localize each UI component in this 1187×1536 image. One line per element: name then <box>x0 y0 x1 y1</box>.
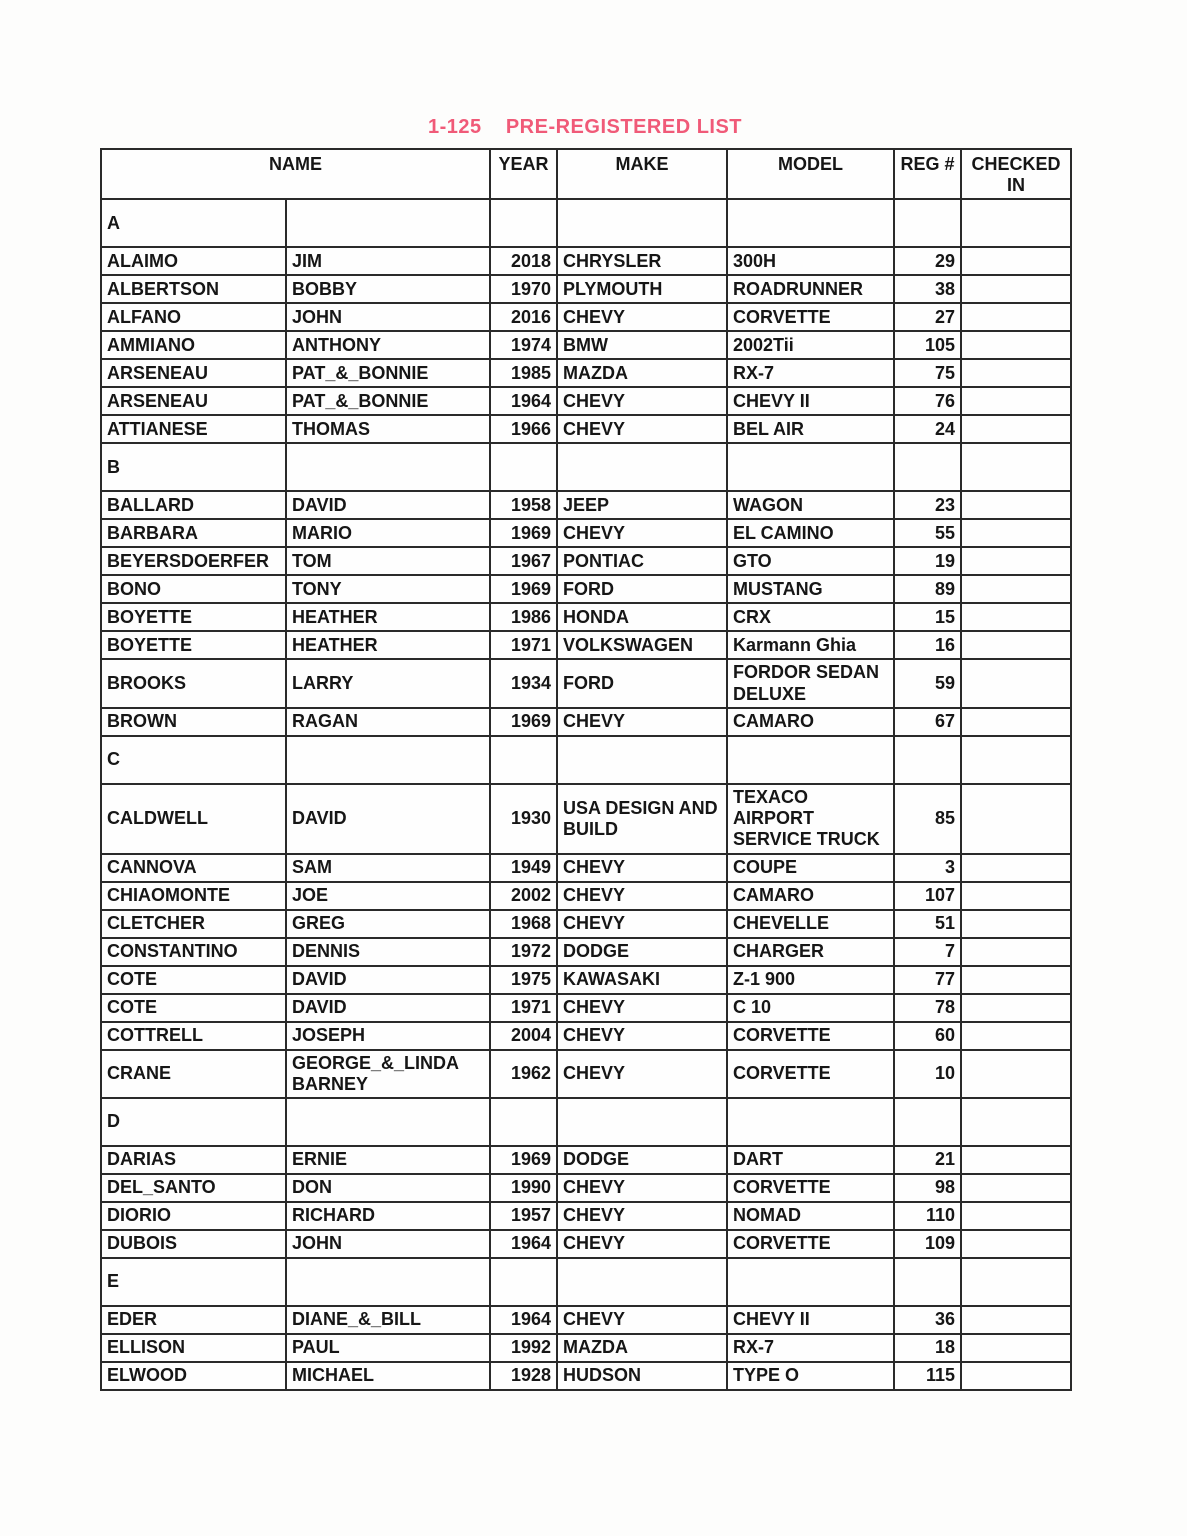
checked-in-cell <box>961 784 1071 854</box>
model-cell: 2002Tii <box>727 331 894 359</box>
empty-cell <box>894 199 961 247</box>
table-row <box>101 1230 1071 1258</box>
last-name-cell: CALDWELL <box>101 784 286 854</box>
empty-cell <box>286 199 490 247</box>
empty-cell <box>894 443 961 491</box>
empty-cell <box>490 1258 557 1306</box>
year-cell: 1930 <box>490 784 557 854</box>
last-name-cell: COTTRELL <box>101 1022 286 1050</box>
model-cell: CHARGER <box>727 938 894 966</box>
last-name-cell: BOYETTE <box>101 631 286 659</box>
year-cell: 2018 <box>490 247 557 275</box>
first-name-cell: PAUL <box>286 1334 490 1362</box>
checked-in-cell <box>961 547 1071 575</box>
first-name-cell: HEATHER <box>286 603 490 631</box>
table-row <box>101 247 1071 275</box>
make-cell: JEEP <box>557 491 727 519</box>
checked-in-cell <box>961 247 1071 275</box>
make-cell: FORD <box>557 659 727 707</box>
reg-number-cell: 18 <box>894 1334 961 1362</box>
make-cell: CHEVY <box>557 994 727 1022</box>
reg-number-cell: 77 <box>894 966 961 994</box>
reg-number-cell: 115 <box>894 1362 961 1390</box>
empty-cell <box>557 199 727 247</box>
table-row <box>101 784 1071 854</box>
first-name-cell: RAGAN <box>286 708 490 736</box>
model-cell: C 10 <box>727 994 894 1022</box>
first-name-cell: JOE <box>286 882 490 910</box>
empty-cell <box>727 443 894 491</box>
make-cell: HONDA <box>557 603 727 631</box>
empty-cell <box>286 443 490 491</box>
empty-cell <box>557 443 727 491</box>
last-name-cell: BROOKS <box>101 659 286 707</box>
empty-cell <box>961 1098 1071 1146</box>
checked-in-cell <box>961 1334 1071 1362</box>
year-cell: 1969 <box>490 519 557 547</box>
checked-in-cell <box>961 491 1071 519</box>
make-cell: PONTIAC <box>557 547 727 575</box>
last-name-cell: DUBOIS <box>101 1230 286 1258</box>
year-cell: 1928 <box>490 1362 557 1390</box>
checked-in-cell <box>961 1050 1071 1098</box>
table-row <box>101 708 1071 736</box>
year-cell: 1967 <box>490 547 557 575</box>
first-name-cell: LARRY <box>286 659 490 707</box>
checked-in-cell <box>961 603 1071 631</box>
model-cell: RX-7 <box>727 1334 894 1362</box>
table-row <box>101 519 1071 547</box>
last-name-cell: CRANE <box>101 1050 286 1098</box>
model-cell: CAMARO <box>727 882 894 910</box>
checked-in-cell <box>961 1362 1071 1390</box>
last-name-cell: ALAIMO <box>101 247 286 275</box>
first-name-cell: GEORGE_&_LINDA BARNEY <box>286 1050 490 1098</box>
reg-number-cell: 89 <box>894 575 961 603</box>
table-row <box>101 359 1071 387</box>
checked-in-cell <box>961 994 1071 1022</box>
model-cell: CORVETTE <box>727 303 894 331</box>
first-name-cell: THOMAS <box>286 415 490 443</box>
checked-in-cell <box>961 575 1071 603</box>
model-cell: ROADRUNNER <box>727 275 894 303</box>
last-name-cell: CHIAOMONTE <box>101 882 286 910</box>
table-row <box>101 994 1071 1022</box>
reg-number-cell: 78 <box>894 994 961 1022</box>
last-name-cell: DIORIO <box>101 1202 286 1230</box>
last-name-cell: ELWOOD <box>101 1362 286 1390</box>
model-cell: MUSTANG <box>727 575 894 603</box>
table-row <box>101 1146 1071 1174</box>
last-name-cell: COTE <box>101 966 286 994</box>
pre-registered-table <box>100 148 1072 1391</box>
last-name-cell: BOYETTE <box>101 603 286 631</box>
year-cell: 1958 <box>490 491 557 519</box>
checked-in-cell <box>961 708 1071 736</box>
checked-in-cell <box>961 303 1071 331</box>
first-name-cell: JIM <box>286 247 490 275</box>
first-name-cell: BOBBY <box>286 275 490 303</box>
reg-number-cell: 3 <box>894 854 961 882</box>
empty-cell <box>961 736 1071 784</box>
table-row <box>101 1022 1071 1050</box>
checked-in-cell <box>961 1306 1071 1334</box>
year-cell: 1971 <box>490 631 557 659</box>
model-cell: GTO <box>727 547 894 575</box>
section-row-A <box>101 199 1071 247</box>
last-name-cell: BONO <box>101 575 286 603</box>
first-name-cell: DAVID <box>286 966 490 994</box>
empty-cell <box>727 736 894 784</box>
first-name-cell: JOHN <box>286 1230 490 1258</box>
last-name-cell: ATTIANESE <box>101 415 286 443</box>
empty-cell <box>557 736 727 784</box>
empty-cell <box>894 736 961 784</box>
model-cell: Karmann Ghia <box>727 631 894 659</box>
make-cell: FORD <box>557 575 727 603</box>
make-cell: CHEVY <box>557 1050 727 1098</box>
table-row <box>101 631 1071 659</box>
model-cell: BEL AIR <box>727 415 894 443</box>
empty-cell <box>490 1098 557 1146</box>
year-cell: 1969 <box>490 575 557 603</box>
last-name-cell: ELLISON <box>101 1334 286 1362</box>
empty-cell <box>557 1258 727 1306</box>
make-cell: PLYMOUTH <box>557 275 727 303</box>
model-cell: WAGON <box>727 491 894 519</box>
make-cell: CHEVY <box>557 854 727 882</box>
year-cell: 1971 <box>490 994 557 1022</box>
last-name-cell: AMMIANO <box>101 331 286 359</box>
model-cell: NOMAD <box>727 1202 894 1230</box>
last-name-cell: CANNOVA <box>101 854 286 882</box>
last-name-cell: EDER <box>101 1306 286 1334</box>
table-row <box>101 1174 1071 1202</box>
year-cell: 1949 <box>490 854 557 882</box>
reg-number-cell: 23 <box>894 491 961 519</box>
year-cell: 1974 <box>490 331 557 359</box>
section-letter: C <box>101 736 286 784</box>
year-cell: 1968 <box>490 910 557 938</box>
make-cell: CHEVY <box>557 387 727 415</box>
first-name-cell: MARIO <box>286 519 490 547</box>
reg-number-cell: 24 <box>894 415 961 443</box>
model-cell: CORVETTE <box>727 1050 894 1098</box>
first-name-cell: DIANE_&_BILL <box>286 1306 490 1334</box>
reg-number-cell: 15 <box>894 603 961 631</box>
last-name-cell: ALFANO <box>101 303 286 331</box>
first-name-cell: ERNIE <box>286 1146 490 1174</box>
checked-in-cell <box>961 631 1071 659</box>
last-name-cell: BALLARD <box>101 491 286 519</box>
section-letter: E <box>101 1258 286 1306</box>
make-cell: VOLKSWAGEN <box>557 631 727 659</box>
model-cell: CAMARO <box>727 708 894 736</box>
model-cell: 300H <box>727 247 894 275</box>
table-row <box>101 387 1071 415</box>
checked-in-cell <box>961 387 1071 415</box>
make-cell: DODGE <box>557 1146 727 1174</box>
table-row <box>101 303 1071 331</box>
table-row <box>101 966 1071 994</box>
reg-number-cell: 75 <box>894 359 961 387</box>
model-cell: CORVETTE <box>727 1174 894 1202</box>
section-row-E <box>101 1258 1071 1306</box>
year-cell: 1957 <box>490 1202 557 1230</box>
reg-number-cell: 85 <box>894 784 961 854</box>
year-cell: 2016 <box>490 303 557 331</box>
first-name-cell: TONY <box>286 575 490 603</box>
empty-cell <box>727 1098 894 1146</box>
table-row <box>101 882 1071 910</box>
make-cell: CHEVY <box>557 1306 727 1334</box>
model-cell: CHEVY II <box>727 387 894 415</box>
first-name-cell: DENNIS <box>286 938 490 966</box>
empty-cell <box>286 1098 490 1146</box>
last-name-cell: CONSTANTINO <box>101 938 286 966</box>
reg-number-cell: 109 <box>894 1230 961 1258</box>
empty-cell <box>490 199 557 247</box>
table-row <box>101 1362 1071 1390</box>
checked-in-cell <box>961 1022 1071 1050</box>
table-row <box>101 415 1071 443</box>
reg-number-cell: 16 <box>894 631 961 659</box>
year-cell: 1969 <box>490 1146 557 1174</box>
checked-in-cell <box>961 854 1071 882</box>
reg-number-cell: 107 <box>894 882 961 910</box>
checked-in-cell <box>961 415 1071 443</box>
model-cell: EL CAMINO <box>727 519 894 547</box>
table-row <box>101 575 1071 603</box>
reg-number-cell: 29 <box>894 247 961 275</box>
year-cell: 1986 <box>490 603 557 631</box>
year-cell: 1992 <box>490 1334 557 1362</box>
table-row <box>101 1202 1071 1230</box>
model-cell: CHEVY II <box>727 1306 894 1334</box>
first-name-cell: JOHN <box>286 303 490 331</box>
make-cell: CHRYSLER <box>557 247 727 275</box>
year-cell: 1934 <box>490 659 557 707</box>
table-row <box>101 938 1071 966</box>
first-name-cell: MICHAEL <box>286 1362 490 1390</box>
section-row-B <box>101 443 1071 491</box>
checked-in-cell <box>961 519 1071 547</box>
make-cell: CHEVY <box>557 1202 727 1230</box>
last-name-cell: BROWN <box>101 708 286 736</box>
make-cell: USA DESIGN AND BUILD <box>557 784 727 854</box>
last-name-cell: BARBARA <box>101 519 286 547</box>
column-header-reg: REG # <box>894 149 961 199</box>
reg-number-cell: 19 <box>894 547 961 575</box>
header-row <box>101 149 1071 199</box>
checked-in-cell <box>961 1202 1071 1230</box>
reg-number-cell: 7 <box>894 938 961 966</box>
table-row <box>101 603 1071 631</box>
reg-number-cell: 76 <box>894 387 961 415</box>
column-header-name: NAME <box>101 149 490 199</box>
empty-cell <box>286 736 490 784</box>
make-cell: BMW <box>557 331 727 359</box>
make-cell: CHEVY <box>557 303 727 331</box>
first-name-cell: DAVID <box>286 784 490 854</box>
model-cell: Z-1 900 <box>727 966 894 994</box>
checked-in-cell <box>961 882 1071 910</box>
empty-cell <box>557 1098 727 1146</box>
empty-cell <box>490 443 557 491</box>
last-name-cell: ARSENEAU <box>101 387 286 415</box>
year-cell: 1975 <box>490 966 557 994</box>
first-name-cell: PAT_&_BONNIE <box>286 359 490 387</box>
first-name-cell: DON <box>286 1174 490 1202</box>
last-name-cell: BEYERSDOERFER <box>101 547 286 575</box>
section-letter: D <box>101 1098 286 1146</box>
first-name-cell: RICHARD <box>286 1202 490 1230</box>
checked-in-cell <box>961 966 1071 994</box>
reg-number-cell: 110 <box>894 1202 961 1230</box>
section-row-D <box>101 1098 1071 1146</box>
year-cell: 1966 <box>490 415 557 443</box>
make-cell: CHEVY <box>557 882 727 910</box>
checked-in-cell <box>961 659 1071 707</box>
reg-number-cell: 51 <box>894 910 961 938</box>
model-cell: FORDOR SEDAN DELUXE <box>727 659 894 707</box>
reg-number-cell: 105 <box>894 331 961 359</box>
model-cell: TYPE O <box>727 1362 894 1390</box>
table-body <box>101 199 1071 1390</box>
first-name-cell: SAM <box>286 854 490 882</box>
section-letter: B <box>101 443 286 491</box>
table-row <box>101 331 1071 359</box>
table-row <box>101 491 1071 519</box>
column-header-year: YEAR <box>490 149 557 199</box>
table-row <box>101 547 1071 575</box>
table-row <box>101 854 1071 882</box>
make-cell: CHEVY <box>557 1022 727 1050</box>
reg-number-cell: 59 <box>894 659 961 707</box>
reg-number-cell: 60 <box>894 1022 961 1050</box>
make-cell: MAZDA <box>557 1334 727 1362</box>
first-name-cell: HEATHER <box>286 631 490 659</box>
first-name-cell: JOSEPH <box>286 1022 490 1050</box>
first-name-cell: DAVID <box>286 491 490 519</box>
year-cell: 1972 <box>490 938 557 966</box>
last-name-cell: CLETCHER <box>101 910 286 938</box>
table-row <box>101 275 1071 303</box>
section-letter: A <box>101 199 286 247</box>
last-name-cell: ARSENEAU <box>101 359 286 387</box>
model-cell: CRX <box>727 603 894 631</box>
make-cell: CHEVY <box>557 910 727 938</box>
make-cell: CHEVY <box>557 1174 727 1202</box>
empty-cell <box>727 1258 894 1306</box>
year-cell: 1962 <box>490 1050 557 1098</box>
reg-number-cell: 98 <box>894 1174 961 1202</box>
empty-cell <box>894 1258 961 1306</box>
make-cell: CHEVY <box>557 519 727 547</box>
reg-number-cell: 10 <box>894 1050 961 1098</box>
year-cell: 1964 <box>490 387 557 415</box>
last-name-cell: ALBERTSON <box>101 275 286 303</box>
column-header-checked-in: CHECKED IN <box>961 149 1071 199</box>
table-row <box>101 1050 1071 1098</box>
year-cell: 1970 <box>490 275 557 303</box>
checked-in-cell <box>961 275 1071 303</box>
make-cell: CHEVY <box>557 1230 727 1258</box>
checked-in-cell <box>961 359 1071 387</box>
year-cell: 1964 <box>490 1306 557 1334</box>
model-cell: CHEVELLE <box>727 910 894 938</box>
empty-cell <box>894 1098 961 1146</box>
year-cell: 1990 <box>490 1174 557 1202</box>
empty-cell <box>286 1258 490 1306</box>
checked-in-cell <box>961 1174 1071 1202</box>
reg-number-cell: 67 <box>894 708 961 736</box>
empty-cell <box>961 443 1071 491</box>
make-cell: CHEVY <box>557 708 727 736</box>
empty-cell <box>490 736 557 784</box>
table-row <box>101 1306 1071 1334</box>
reg-number-cell: 36 <box>894 1306 961 1334</box>
first-name-cell: GREG <box>286 910 490 938</box>
checked-in-cell <box>961 938 1071 966</box>
last-name-cell: DEL_SANTO <box>101 1174 286 1202</box>
make-cell: HUDSON <box>557 1362 727 1390</box>
year-cell: 2002 <box>490 882 557 910</box>
first-name-cell: DAVID <box>286 994 490 1022</box>
page-title: 1-125 PRE-REGISTERED LIST <box>427 116 743 138</box>
model-cell: CORVETTE <box>727 1230 894 1258</box>
checked-in-cell <box>961 910 1071 938</box>
empty-cell <box>727 199 894 247</box>
checked-in-cell <box>961 1230 1071 1258</box>
first-name-cell: PAT_&_BONNIE <box>286 387 490 415</box>
table-row <box>101 1334 1071 1362</box>
last-name-cell: COTE <box>101 994 286 1022</box>
make-cell: MAZDA <box>557 359 727 387</box>
model-cell: DART <box>727 1146 894 1174</box>
table-row <box>101 659 1071 707</box>
model-cell: RX-7 <box>727 359 894 387</box>
empty-cell <box>961 1258 1071 1306</box>
reg-number-cell: 21 <box>894 1146 961 1174</box>
model-cell: TEXACO AIRPORT SERVICE TRUCK <box>727 784 894 854</box>
first-name-cell: ANTHONY <box>286 331 490 359</box>
empty-cell <box>961 199 1071 247</box>
make-cell: DODGE <box>557 938 727 966</box>
table-row <box>101 910 1071 938</box>
section-row-C <box>101 736 1071 784</box>
model-cell: CORVETTE <box>727 1022 894 1050</box>
first-name-cell: TOM <box>286 547 490 575</box>
column-header-make: MAKE <box>557 149 727 199</box>
column-header-model: MODEL <box>727 149 894 199</box>
checked-in-cell <box>961 1146 1071 1174</box>
last-name-cell: DARIAS <box>101 1146 286 1174</box>
reg-number-cell: 38 <box>894 275 961 303</box>
year-cell: 2004 <box>490 1022 557 1050</box>
model-cell: COUPE <box>727 854 894 882</box>
reg-number-cell: 55 <box>894 519 961 547</box>
year-cell: 1969 <box>490 708 557 736</box>
make-cell: KAWASAKI <box>557 966 727 994</box>
checked-in-cell <box>961 331 1071 359</box>
year-cell: 1964 <box>490 1230 557 1258</box>
year-cell: 1985 <box>490 359 557 387</box>
reg-number-cell: 27 <box>894 303 961 331</box>
make-cell: CHEVY <box>557 415 727 443</box>
